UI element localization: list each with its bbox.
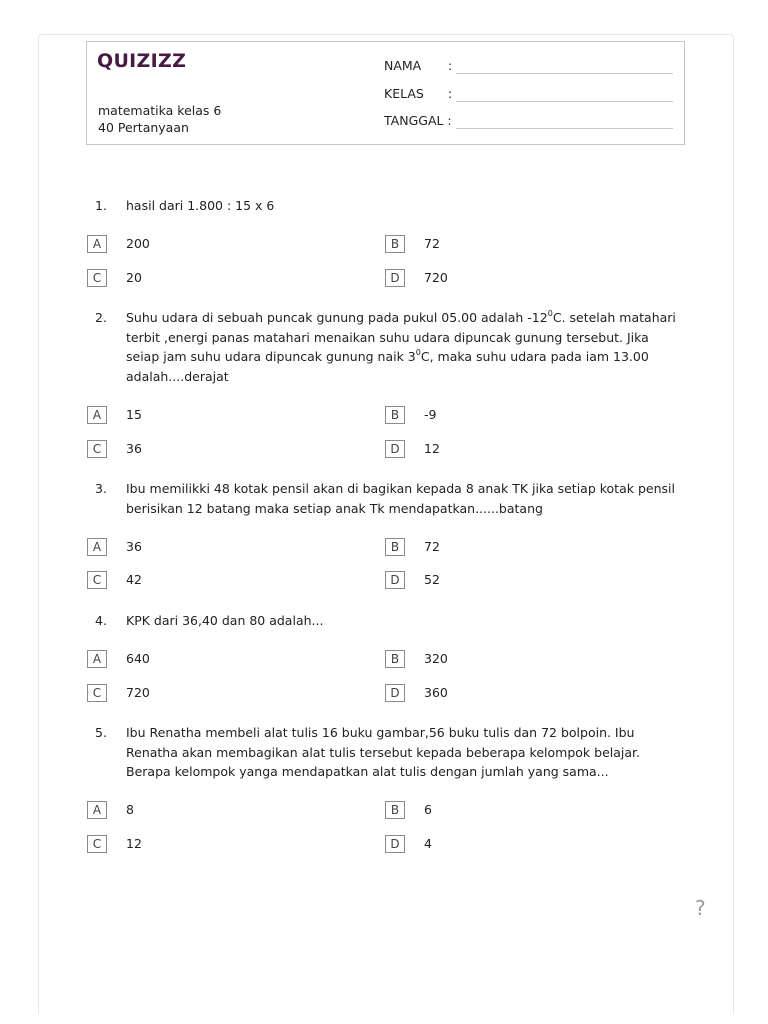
quizizz-logo: QUIZIZZ bbox=[97, 50, 187, 72]
option-letter-box: D bbox=[385, 571, 405, 589]
question-text: Ibu memilikki 48 kotak pensil akan di bagikan kepada 8 anak TK jika setiap kotak pensil berisikan 12 batang maka setiap anak Tk mendapatkan......batang bbox=[126, 481, 675, 516]
option-letter-box: A bbox=[87, 406, 107, 424]
option-letter-box: A bbox=[87, 235, 107, 253]
name-blank-line bbox=[456, 73, 673, 74]
option-value: 12 bbox=[126, 836, 142, 851]
date-blank-line bbox=[456, 128, 673, 129]
option-letter-box: D bbox=[385, 835, 405, 853]
question-number: 5. bbox=[95, 725, 107, 740]
question-text: Ibu Renatha membeli alat tulis 16 buku gambar,56 buku tulis dan 72 bolpoin. Ibu Renatha akan membagikan alat tulis tersebut kepada beberapa kelompok belajar. Berapa kelompok yanga mendapatkan alat tulis dengan jumlah yang sama... bbox=[126, 725, 640, 779]
option-letter-box: B bbox=[385, 406, 405, 424]
option-value: 72 bbox=[424, 539, 440, 554]
option-value: 42 bbox=[126, 572, 142, 587]
option-value: 640 bbox=[126, 651, 150, 666]
question-count: 40 Pertanyaan bbox=[98, 120, 189, 135]
option-letter-box: C bbox=[87, 684, 107, 702]
option-letter-box: A bbox=[87, 650, 107, 668]
name-colon: : bbox=[448, 58, 453, 73]
question-text: KPK dari 36,40 dan 80 adalah... bbox=[126, 613, 324, 628]
option-letter-box: C bbox=[87, 440, 107, 458]
date-label: TANGGAL : bbox=[384, 113, 452, 128]
option-value: 720 bbox=[126, 685, 150, 700]
option-value: 36 bbox=[126, 539, 142, 554]
help-icon[interactable]: ? bbox=[695, 896, 706, 920]
option-letter-box: B bbox=[385, 538, 405, 556]
question-number: 1. bbox=[95, 198, 107, 213]
option-value: 200 bbox=[126, 236, 150, 251]
option-letter-box: C bbox=[87, 835, 107, 853]
option-value: 4 bbox=[424, 836, 432, 851]
option-value: 72 bbox=[424, 236, 440, 251]
option-letter-box: A bbox=[87, 801, 107, 819]
option-letter-box: A bbox=[87, 538, 107, 556]
class-field bbox=[384, 86, 453, 101]
option-value: 360 bbox=[424, 685, 448, 700]
option-value: 320 bbox=[424, 651, 448, 666]
option-letter-box: B bbox=[385, 650, 405, 668]
question-text bbox=[126, 308, 686, 386]
question-text: hasil dari 1.800 : 15 x 6 bbox=[126, 198, 275, 213]
option-letter-box: D bbox=[385, 269, 405, 287]
option-value: 720 bbox=[424, 270, 448, 285]
option-letter-box: D bbox=[385, 684, 405, 702]
date-field bbox=[384, 113, 452, 128]
superscript-degree: 0 bbox=[547, 308, 553, 318]
class-colon: : bbox=[448, 86, 453, 101]
option-value: 36 bbox=[126, 441, 142, 456]
option-value: 52 bbox=[424, 572, 440, 587]
question-number: 4. bbox=[95, 613, 107, 628]
worksheet-page bbox=[38, 34, 734, 1014]
option-letter-box: C bbox=[87, 269, 107, 287]
name-field bbox=[384, 58, 453, 73]
question-number: 3. bbox=[95, 481, 107, 496]
option-value: 20 bbox=[126, 270, 142, 285]
option-value: 12 bbox=[424, 441, 440, 456]
name-label: NAMA bbox=[384, 58, 422, 73]
option-value: -9 bbox=[424, 407, 437, 422]
question-text-part: C, maka suhu udara pada iam 13.00 adalah....derajat bbox=[126, 349, 649, 384]
option-value: 8 bbox=[126, 802, 134, 817]
option-letter-box: D bbox=[385, 440, 405, 458]
quiz-title: matematika kelas 6 bbox=[98, 103, 222, 118]
option-value: 6 bbox=[424, 802, 432, 817]
superscript-degree: 0 bbox=[415, 347, 421, 357]
option-letter-box: B bbox=[385, 235, 405, 253]
question-text-part: Suhu udara di sebuah puncak gunung pada pukul 05.00 adalah -12 bbox=[126, 310, 548, 325]
class-label: KELAS bbox=[384, 86, 424, 101]
worksheet-header bbox=[86, 41, 685, 145]
question-text-part: C. setelah matahari terbit ,energi panas matahari menaikan suhu udara dipuncak gunung tersebut. Jika seiap jam suhu udara dipuncak gunung naik 3 bbox=[126, 310, 676, 364]
question-number: 2. bbox=[95, 310, 107, 325]
option-letter-box: C bbox=[87, 571, 107, 589]
class-blank-line bbox=[456, 101, 673, 102]
option-letter-box: B bbox=[385, 801, 405, 819]
option-value: 15 bbox=[126, 407, 142, 422]
